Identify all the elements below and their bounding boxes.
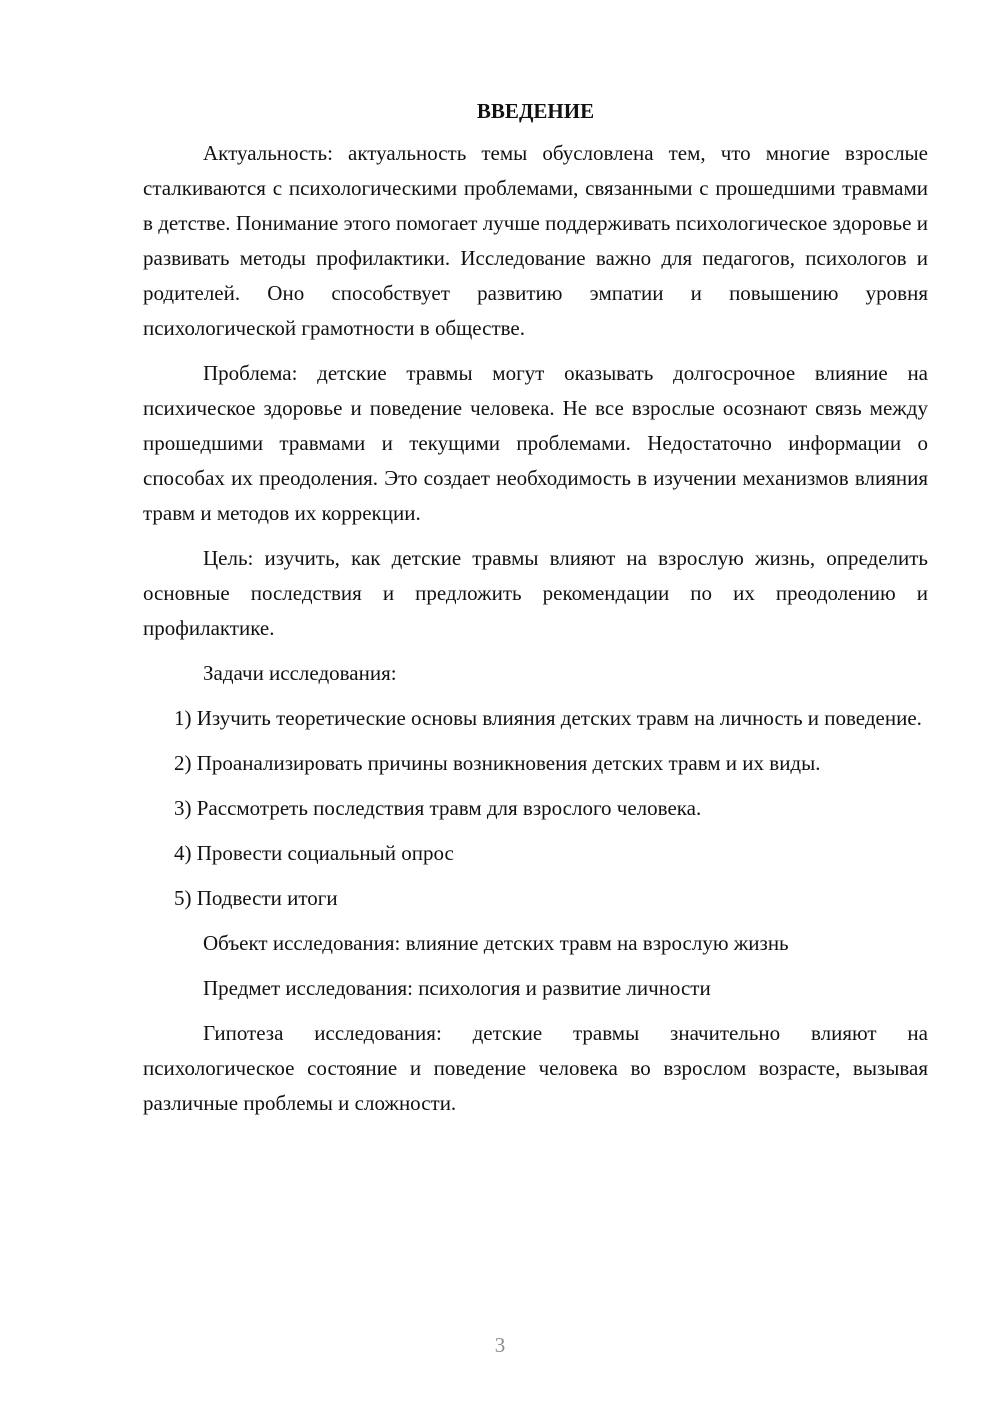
paragraph-hypothesis: Гипотеза исследования: детские травмы значительно влияют на психологическое состояние и поведение человека во взрослом возрасте, вызывая различные проблемы и сложности. xyxy=(143,1021,928,1115)
paragraph-object: Объект исследования: влияние детских травм на взрослую жизнь xyxy=(203,931,789,955)
paragraph-relevance: Актуальность: актуальность темы обусловлена тем, что многие взрослые сталкиваются с психологическими проблемами, связанными с прошедшими травмами в детстве. Понимание этого помогает лучше поддерживать психологическое здоровье и развивать методы профилактики. Исследование важно для педагогов, психологов и родителей. Оно способствует развитию эмпатии и повышению уровня психологической грамотности в обществе. xyxy=(143,141,928,340)
paragraph-goal: Цель: изучить, как детские травмы влияют на взрослую жизнь, определить основные последствия и предложить рекомендации по их преодолению и профилактике. xyxy=(143,546,928,640)
section-heading: ВВЕДЕНИЕ xyxy=(476,99,595,123)
tasks-title: Задачи исследования: xyxy=(203,661,397,685)
task-item-4: 4) Провести социальный опрос xyxy=(174,841,454,865)
task-item-5: 5) Подвести итоги xyxy=(174,886,338,910)
page-number: 3 xyxy=(494,1333,506,1357)
page-content xyxy=(143,96,928,1131)
task-item-2: 2) Проанализировать причины возникновения детских травм и их виды. xyxy=(174,751,821,775)
paragraph-problem: Проблема: детские травмы могут оказывать долгосрочное влияние на психическое здоровье и поведение человека. Не все взрослые осознают связь между прошедшими травмами и текущими проблемами. Недостаточно информации о способах их преодоления. Это создает необходимость в изучении механизмов влияния травм и методов их коррекции. xyxy=(143,361,928,525)
task-item-3: 3) Рассмотреть последствия травм для взрослого человека. xyxy=(174,796,702,820)
task-item-1: 1) Изучить теоретические основы влияния детских травм на личность и поведение. xyxy=(174,706,922,730)
paragraph-subject: Предмет исследования: психология и развитие личности xyxy=(203,976,711,1000)
